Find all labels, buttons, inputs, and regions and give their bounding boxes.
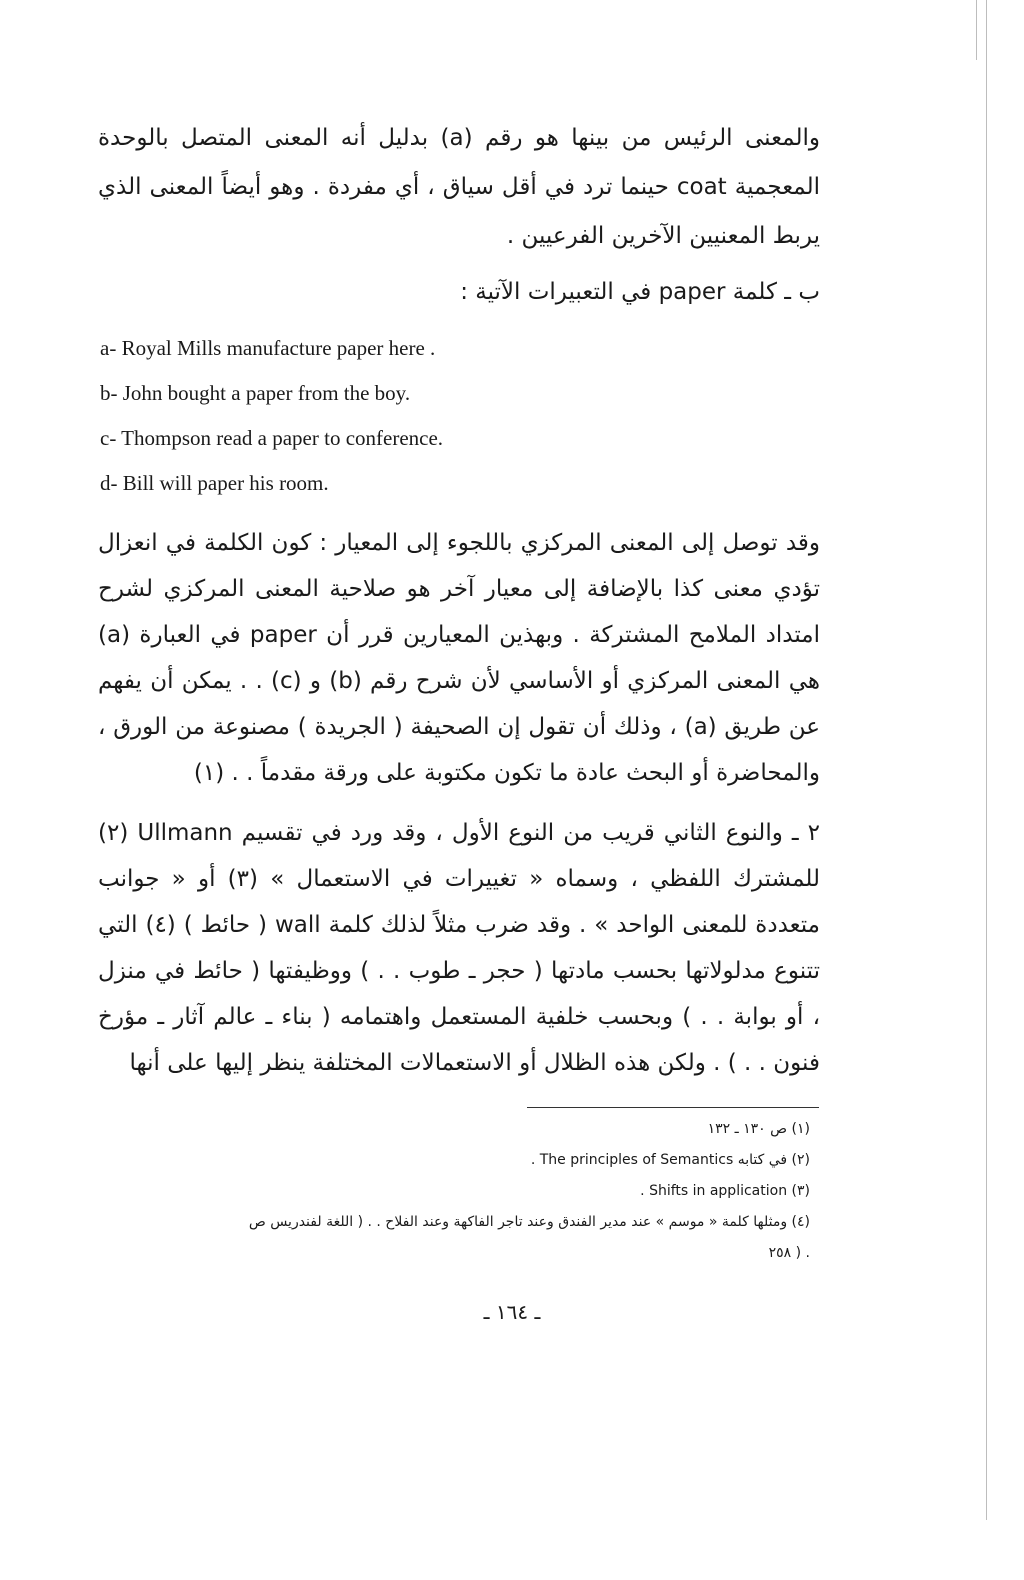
example-a: a- Royal Mills manufacture paper here . (100, 336, 436, 360)
example-d: d- Bill will paper his room. (100, 471, 329, 495)
page-edge-line-outer (976, 0, 977, 60)
page-edge-line (986, 0, 987, 1520)
footnote-3: (٣) Shifts in application . (640, 1183, 810, 1199)
footnote-2: (٢) في كتابه The principles of Semantics . (530, 1152, 810, 1168)
footnote-4: (٤) ومثلها كلمة « موسم » عند مدير الفندق وعند تاجر الفاكهة وعند الفلاح . . ( اللغة لفندريس ص (248, 1214, 810, 1230)
footnote-1: (١) ص ١٣٠ ـ ١٣٢ (707, 1121, 810, 1137)
footnote-separator (527, 1107, 819, 1108)
footnotes (80, 1114, 810, 1269)
example-c: c- Thompson read a paper to conference. (100, 426, 444, 450)
paragraph-central-meaning-paper: وقد توصل إلى المعنى المركزي باللجوء إلى المعيار : كون الكلمة في انعزال تؤدي معنى كذا بالإضافة إلى معيار آخر هو صلاحية المعنى المركزي لشرح امتداد الملامح المشتركة . وبهذين المعيارين قرر أن paper في العبارة (a) هي المعنى المركزي أو الأساسي لأن شرح رقم (b) و (c) . . يمكن أن يفهم عن طريق (a) ، وذلك أن تقول إن الصحيفة ( الجريدة ) مصنوعة من الورق ، والمحاضرة أو البحث عادة ما تكون مكتوبة على ورقة مقدماً . . (١) (98, 530, 821, 786)
paragraph-central-meaning-coat: والمعنى الرئيس من بينها هو رقم (a) بدليل أنه المعنى المتصل بالوحدة المعجمية coat حينما ترد في أقل سياق ، أي مفردة . وهو أيضاً المعنى الذي يربط المعنيين الآخرين الفرعيين . (98, 125, 820, 249)
heading-paper-expressions: ب ـ كلمة paper في التعبيرات الآتية : (460, 279, 820, 305)
example-b: b- John bought a paper from the boy. (100, 381, 411, 405)
footnote-4-continued: . ( ٢٥٨ (768, 1245, 810, 1261)
example-list (100, 326, 443, 506)
page-number: ـ ١٦٤ ـ (483, 1300, 541, 1324)
paragraph-second-type: ٢ ـ والنوع الثاني قريب من النوع الأول ، وقد ورد في تقسيم Ullmann (٢) للمشترك اللفظي ، وسماه « تغييرات في الاستعمال » (٣) أو « جوانب متعددة للمعنى الواحد » . وقد ضرب مثلاً لذلك كلمة wall ( حائط ) (٤) التي تتنوع مدلولاتها بحسب مادتها ( حجر ـ طوب . . ) ووظيفتها ( حائط في منزل ، أو بوابة . . ) وبحسب خلفية المستعمل واهتمامه ( بناء ـ عالم آثار ـ مؤرخ فنون . . ) . ولكن هذه الظلال أو الاستعمالات المختلفة ينظر إليها على أنها (98, 820, 821, 1076)
